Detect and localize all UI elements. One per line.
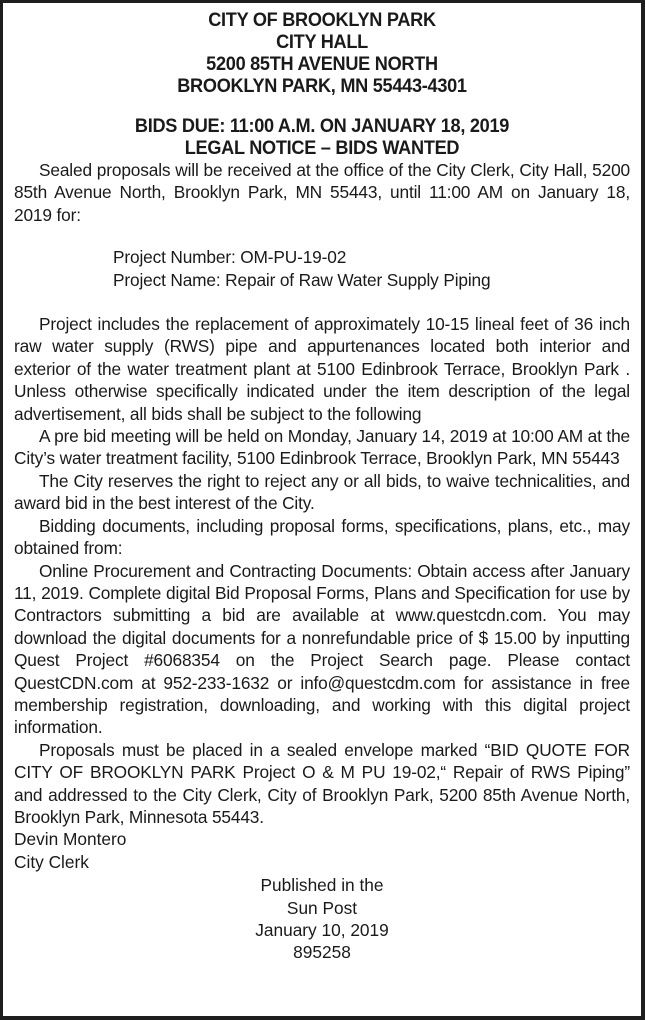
bids-due: BIDS DUE: 11:00 A.M. ON JANUARY 18, 2019 [134,115,510,137]
scope-paragraph: Project includes the replacement of approximately 10-15 lineal feet of 36 inch raw water supply (RWS) pipe and appurtenances located both interior and exterior of the water treatment plant at 5100 Edinbrook Terrace, Brooklyn Park . Unless otherwise specifically indicated under the item description of the legal advertisement, all bids shall be subject to the following [14,314,630,424]
city-state-zip: BROOKLYN PARK, MN 55443-4301 [177,75,467,97]
publication-date: January 10, 2019 [255,920,389,940]
signer-title: City Clerk [14,851,89,872]
signature-block [14,828,630,873]
online-procurement-paragraph: Online Procurement and Contracting Documents: Obtain access after January 11, 2019. Complete digital Bid Proposal Forms, Plans and Specification for use by Contractors submitting a bid are available at www.questcdn.com. You may download the digital documents for a nonrefundable price of $ 15.00 by inputting Quest Project #6068354 on the Project Search page. Please contact QuestCDN.com at 952-233-1632 or info@questcdm.com for assistance in free membership registration, downloading, and working with this digital project information. [14,560,630,738]
published-in-label: Published in the [260,875,384,896]
rights-paragraph: The City reserves the right to reject any or all bids, to waive technicalities, and award bid in the best interest of the City. [14,470,630,514]
bids-heading [36,115,609,159]
submission-paragraph: Proposals must be placed in a sealed envelope marked “BID QUOTE FOR CITY OF BROOKLYN PARK Project O & M PU 19-02,“ Repair of RWS Piping” and addressed to the City Clerk, City of Brooklyn Park, 5200 85th Avenue North, Brooklyn Park, Minnesota 55443. [14,739,630,827]
signer-name: Devin Montero [14,829,127,850]
building-name: CITY HALL [276,31,368,53]
notice-id: 895258 [293,942,351,963]
prebid-meeting-paragraph: A pre bid meeting will be held on Monday, January 14, 2019 at 10:00 AM at the City’s water treatment facility, 5100 Edinbrook Terrace, Brooklyn Park, MN 55443 [14,426,630,469]
documents-paragraph: Bidding documents, including proposal forms, specifications, plans, etc., may obtained from: [14,515,630,559]
newspaper-name: Sun Post [286,897,358,918]
project-name: Project Name: Repair of Raw Water Supply Piping [113,269,491,290]
project-number: Project Number: OM-PU-19-02 [113,247,347,268]
city-name: CITY OF BROOKLYN PARK [208,9,436,31]
notice-header [36,9,609,97]
notice-title: LEGAL NOTICE – BIDS WANTED [184,137,460,159]
publication-info [14,874,630,964]
notice-body [14,159,630,828]
project-details [113,246,630,291]
street-address: 5200 85TH AVENUE NORTH [206,53,438,75]
intro-paragraph: Sealed proposals will be received at the office of the City Clerk, City Hall, 5200 85th Avenue North, Brooklyn Park, MN 55443, until 11:00 AM on January 18, 2019 for: [14,160,630,225]
